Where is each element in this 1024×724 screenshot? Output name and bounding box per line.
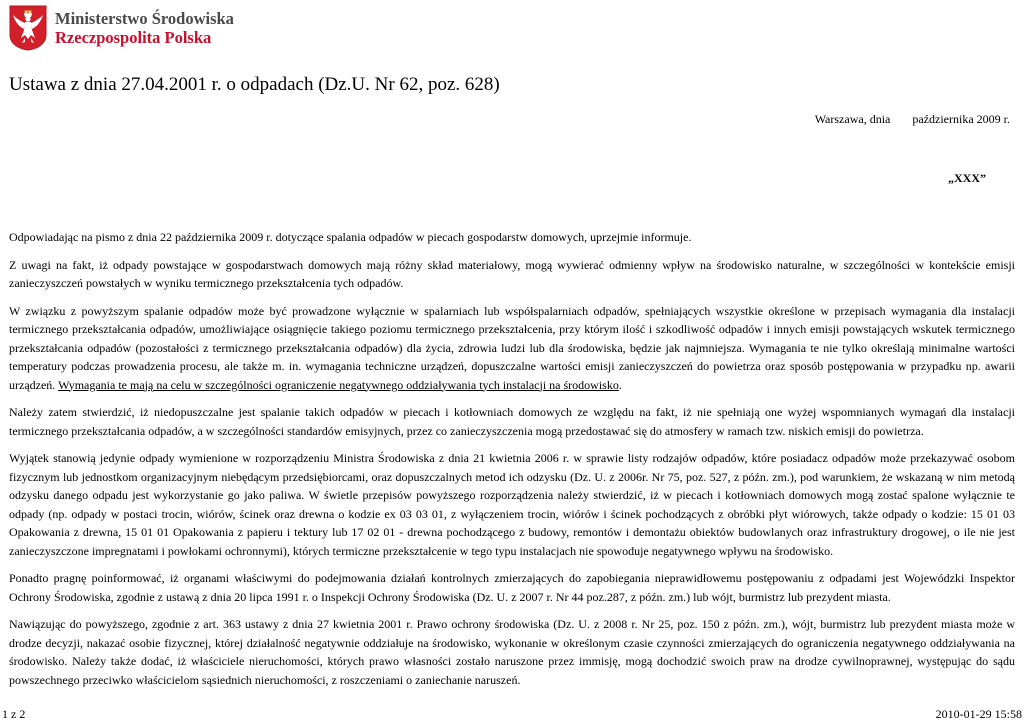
document-body	[9, 228, 1015, 689]
paragraph: Odpowiadając na pismo z dnia 22 października 2009 r. dotyczące spalania odpadów w piecach gospodarstw domowych, uprzejmie informuje.	[9, 230, 692, 244]
paragraph: Nawiązując do powyższego, zgodnie z art. 363 ustawy z dnia 27 kwietnia 2001 r. Prawo ochrony środowiska (Dz. U. z 2008 r. Nr 25, poz. 150 z późn. zm.), wójt, burmistrz lub prezydent miasta może w drodze decyzji, nakazać osobie fizycznej, której działalność negatywnie oddziałuje na środowisko, wykonanie w określonym czasie czynności zmierzających do ograniczenia negatywnego oddziaływania na środowisko. Należy także dodać, iż właściciele nieruchomości, których prawo własności zostało naruszone przez immisję, mogą dochodzić swoich praw na drodze cywilnoprawnej, występując do sądu powszechnego przeciwko właścicielom sąsiednich nieruchomości, z roszczeniami o zaniechanie naruszeń.	[9, 617, 1015, 687]
paragraph: Ponadto pragnę poinformować, iż organami właściwymi do podejmowania działań kontrolnych zmierzających do zapobiegania nieprawidłowemu postępowaniu z odpadami jest Wojewódzki Inspektor Ochrony Środowiska, zgodnie z ustawą z dnia 20 lipca 1991 r. o Inspekcji Ochrony Środowiska (Dz. U. z 2007 r. Nr 44 poz.287, z późn. zm.) lub wójt, burmistrz lub prezydent miasta.	[9, 571, 1015, 604]
date-value: października 2009 r.	[912, 112, 1010, 126]
republic-name: Rzeczpospolita Polska	[55, 28, 212, 47]
recipient: „XXX”	[948, 171, 986, 185]
page-counter: 1 z 2	[2, 707, 26, 721]
paragraph: Należy zatem stwierdzić, iż niedopuszczalne jest spalanie takich odpadów w piecach i kotłowniach domowych ze względu na fakt, iż nie spełniają one wyżej wspomnianych wymagań dla instalacji termicznego przekształcania odpadów, a w szczególności standardów emisyjnych, przez co zanieczyszczenia mogą przedostawać się do atmosfery w ramach tzw. niskich emisji do powietrza.	[9, 405, 1015, 438]
paragraph: Z uwagi na fakt, iż odpady powstające w gospodarstwach domowych mają różny skład materiałowy, mogą wywierać odmienny wpływ na środowisko naturalne, w szczególności w kontekście emisji zanieczyszczeń powstałych w wyniku termicznego przekształcenia tych odpadów.	[9, 257, 1015, 290]
underlined-text: Wymagania te mają na celu w szczególności ograniczenie negatywnego oddziaływania tych instalacji na środowisko	[58, 377, 619, 392]
ministry-name: Ministerstwo Środowiska	[55, 9, 234, 28]
date-line	[815, 112, 1010, 127]
place-label: Warszawa, dnia	[814, 112, 891, 126]
paragraph-text: W związku z powyższym spalanie odpadów może być prowadzone wyłącznie w spalarniach lub współspalarniach odpadów, spełniających wszystkie określone w przepisach wymagania dla instalacji termicznego przekształcania odpadów, umożliwiające osiągnięcie takiego poziomu termicznego przekształcenia, przy którym ilość i szkodliwość odpadów i innych emisji powstających wskutek termicznego przekształcania odpadów (pozostałości z termicznego przekształcania odpadów) dla życia, zdrowia ludzi lub dla środowiska, będzie jak najmniejsza. Wymagania te nie tylko określają minimalne wartości temperatury podczas prowadzenia procesu, ale także m. in. wymagania techniczne urządzeń, dopuszczalne wartości emisji zanieczyszczeń do powietrza oraz sposób postępowania w przypadku np. awarii urządzeń.	[9, 303, 1015, 392]
print-timestamp: 2010-01-29 15:58	[935, 707, 1022, 721]
polish-eagle-emblem-icon	[9, 5, 47, 51]
paragraph	[9, 302, 1015, 395]
ministry-logo	[9, 5, 234, 51]
paragraph-tail: .	[618, 377, 622, 392]
paragraph: Wyjątek stanowią jedynie odpady wymienione w rozporządzeniu Ministra Środowiska z dnia 21 kwietnia 2006 r. w sprawie listy rodzajów odpadów, które posiadacz odpadów może przekazywać osobom fizycznym lub jednostkom organizacyjnym niebędącym przedsiębiorcami, oraz dopuszczalnych metod ich odzysku (Dz. U. z 2006r. Nr 75, poz. 527, z późn. zm.), pod warunkiem, że wskazaną w nim metodą odzysku danego odpadu jest wykorzystanie go jako paliwa. W świetle przepisów powyższego rozporządzenia należy stwierdzić, iż w piecach i kotłowniach domowych mogą zostać spalone wyłącznie te odpady (np. odpady w postaci trocin, wiórów, ścinek oraz drewna o kodzie ex 03 03 01, z wyłączeniem trocin, wiórów i ścinek pochodzących z obróbki płyt wiórowych, także odpady o kodzie: 15 01 03 Opakowania z drewna, 15 01 01 Opakowania z papieru i tektury lub 17 02 01 - drewna pochodzącego z budowy, remontów i demontażu obiektów budowlanych oraz infrastruktury drogowej, o ile nie jest zanieczyszczone impregnatami i powłokami ochronnymi), których termiczne przekształcenie w tego typu instalacjach nie spowoduje negatywnego wpływu na środowisko.	[9, 451, 1015, 558]
document-title: Ustawa z dnia 27.04.2001 r. o odpadach (Dz.U. Nr 62, poz. 628)	[9, 74, 500, 95]
